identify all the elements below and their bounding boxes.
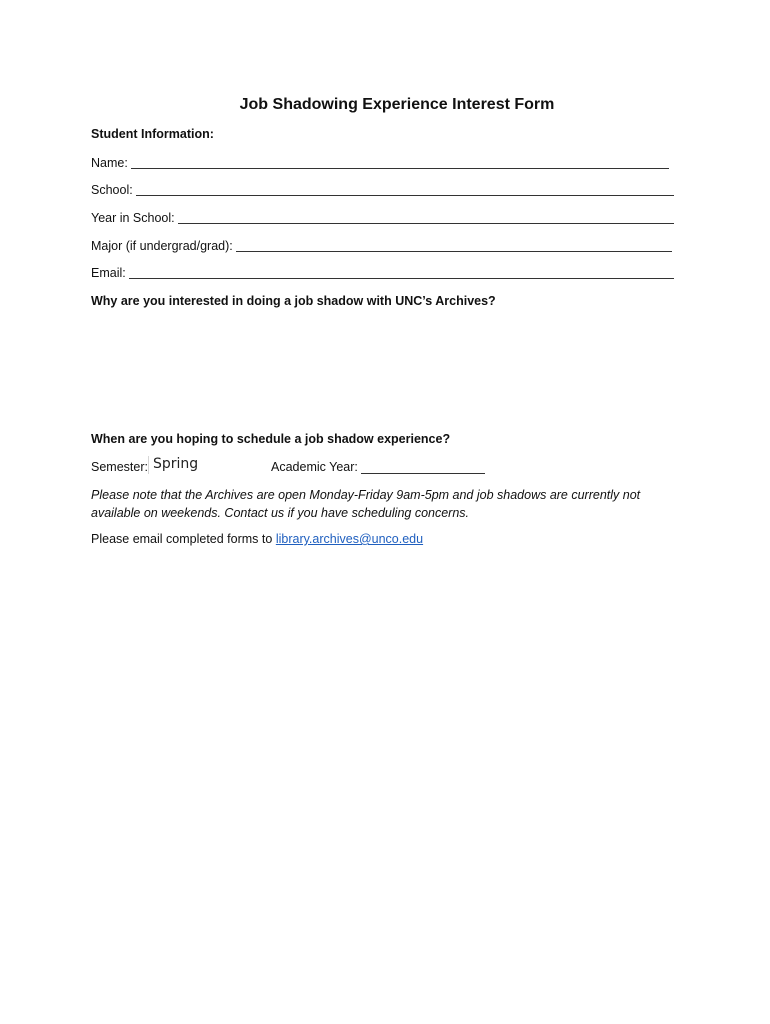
semester-field[interactable]: Spring: [148, 456, 258, 474]
email-field-row: [91, 264, 674, 281]
year-in-school-field-row: [91, 209, 674, 226]
student-info-heading: Student Information:: [91, 127, 214, 141]
major-field[interactable]: [236, 237, 672, 252]
name-label: Name:: [91, 156, 128, 170]
semester-label: Semester:: [91, 460, 148, 474]
school-field-row: [91, 181, 674, 198]
major-label: Major (if undergrad/grad):: [91, 239, 233, 253]
email-field[interactable]: [129, 264, 674, 279]
email-link[interactable]: library.archives@unco.edu: [275, 532, 424, 546]
school-field[interactable]: [136, 181, 674, 196]
schedule-question: When are you hoping to schedule a job shadow experience?: [91, 432, 451, 446]
academic-year-label: Academic Year:: [271, 460, 358, 474]
name-field-row: [91, 154, 669, 171]
year-in-school-label: Year in School:: [91, 211, 175, 225]
year-in-school-field[interactable]: [178, 209, 674, 224]
submission-text: Please email completed forms to: [91, 532, 273, 546]
scheduling-note: Please note that the Archives are open Monday-Friday 9am-5pm and job shadows are currently not available on weekends. Contact us if you have scheduling concerns.: [91, 488, 641, 520]
major-field-row: [91, 237, 672, 254]
interest-answer-field[interactable]: [91, 314, 674, 424]
interest-question: Why are you interested in doing a job shadow with UNC’s Archives?: [91, 294, 496, 308]
academic-year-field[interactable]: [361, 459, 485, 474]
name-field[interactable]: [131, 154, 669, 169]
email-label: Email:: [91, 266, 126, 280]
school-label: School:: [91, 183, 133, 197]
form-title: Job Shadowing Experience Interest Form: [239, 96, 555, 113]
semester-row: [91, 456, 691, 476]
submission-instructions: [91, 531, 423, 547]
